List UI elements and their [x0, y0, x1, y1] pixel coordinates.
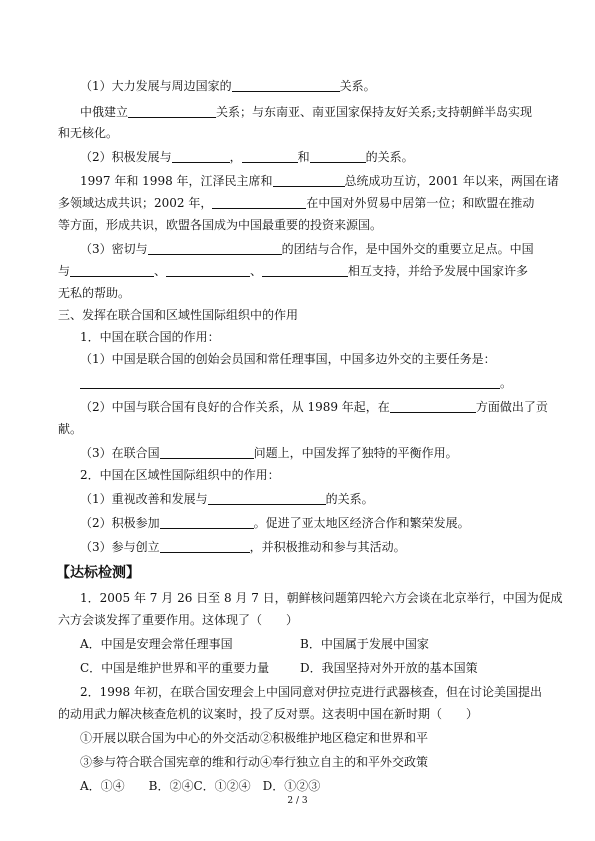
text: 献。	[58, 422, 83, 436]
text: （2）中国与联合国有良好的合作关系，从 1989 年起，在	[80, 400, 390, 414]
text-line	[80, 445, 540, 461]
fill-blank[interactable]	[80, 376, 500, 389]
text: 、	[154, 264, 167, 278]
question-1-stem: 1．2005 年 7 月 26 日至 8 月 7 日，朝鲜核问题第四轮六方会谈在北京举行，中国为促成	[80, 591, 563, 605]
text: 关系；与东南亚、南亚国家保持友好关系;支持朝鲜半岛实现	[216, 105, 533, 119]
text: （3）在联合国	[80, 446, 160, 460]
fill-blank[interactable]	[208, 492, 326, 505]
fill-blank[interactable]	[232, 79, 340, 92]
text-line	[58, 285, 538, 301]
text: （1）中国是联合国的创始会员国和常任理事国，中国多边外交的主要任务是：	[80, 352, 496, 366]
text: （2）积极参加	[80, 516, 160, 530]
fill-blank[interactable]	[70, 264, 154, 277]
text-line	[80, 491, 540, 507]
text-line	[80, 399, 548, 415]
subsection-heading	[80, 329, 540, 345]
text: 的团结与合作，是中国外交的重要立足点。中国	[281, 242, 534, 256]
question-1-stem-cont: 六方会谈发挥了重要作用。这体现了（ ）	[58, 613, 299, 627]
text: 总统成功互访，2001 年以来，两国在诸	[344, 174, 559, 188]
text-line	[80, 515, 540, 531]
text: （1）重视改善和发展与	[80, 492, 208, 506]
text: ，并积极推动和参与其活动。	[249, 540, 406, 554]
text-line	[80, 351, 540, 367]
fill-blank[interactable]	[310, 150, 366, 163]
text: 的关系。	[325, 492, 374, 506]
text: ，	[229, 150, 242, 164]
text: 相互支持，并给予发展中国家许多	[348, 264, 529, 278]
text: 等方面，形成共识，欧盟各国成为中国最重要的投资来源国。	[58, 218, 383, 232]
text-line	[58, 263, 538, 279]
text-line	[80, 241, 540, 257]
text: 问题上，中国发挥了独特的平衡作用。	[253, 446, 458, 460]
text-line	[80, 78, 540, 94]
fill-blank[interactable]	[273, 174, 345, 187]
text-line	[58, 421, 538, 437]
text-line	[80, 104, 540, 120]
text: 和	[297, 150, 310, 164]
text-line	[58, 217, 538, 233]
page-number: 2 / 3	[287, 796, 308, 806]
text: 多领域达成共识；2002 年，	[58, 196, 213, 210]
fill-blank[interactable]	[166, 264, 250, 277]
fill-blank[interactable]	[172, 150, 230, 163]
text: 三、发挥在联合国和区域性国际组织中的作用	[58, 308, 299, 322]
text: 。	[500, 376, 513, 390]
text-line	[58, 125, 538, 141]
text: 2．中国在区域性国际组织中的作用：	[80, 468, 280, 482]
question-2-stem-cont: 的动用武力解决核查危机的议案时，投了反对票。这表明中国在新时期（ ）	[58, 707, 479, 721]
text: 无私的帮助。	[58, 286, 131, 300]
text: （2）积极发展与	[80, 150, 172, 164]
option-c[interactable]: C．中国是维护世界和平的重要力量	[80, 661, 270, 675]
text: 和无核化。	[58, 126, 119, 140]
question-2-stem: 2．1998 年初，在联合国安理会上中国同意对伊拉克进行武器核查，但在讨论美国提出	[80, 685, 542, 699]
text: 中俄建立	[80, 105, 129, 119]
text: 的关系。	[365, 150, 414, 164]
text-line	[58, 195, 538, 211]
text: （3）参与创立	[80, 540, 160, 554]
fill-blank[interactable]	[160, 446, 254, 459]
text-line	[80, 173, 559, 189]
fill-blank[interactable]	[262, 264, 348, 277]
text: 、	[250, 264, 263, 278]
fill-blank[interactable]	[160, 516, 254, 529]
text: 与	[58, 264, 71, 278]
question-2-choices-line-1: ①开展以联合国为中心的外交活动②积极维护地区稳定和世界和平	[80, 731, 429, 745]
text: 1997 年和 1998 年，江泽民主席和	[80, 174, 273, 188]
text: 1．中国在联合国的作用：	[80, 330, 220, 344]
fill-blank[interactable]	[148, 242, 282, 255]
text: 。促进了亚太地区经济合作和繁荣发展。	[253, 516, 470, 530]
question-2-choices-line-2: ③参与符合联合国宪章的维和行动④奉行独立自主的和平外交政策	[80, 755, 429, 769]
text: 关系。	[339, 79, 376, 93]
fill-blank[interactable]	[390, 400, 476, 413]
option-a[interactable]: A．中国是安理会常任理事国	[80, 637, 233, 651]
fill-blank[interactable]	[212, 196, 306, 209]
text: 在中国对外贸易中居第一位；和欧盟在推动	[306, 196, 535, 210]
text-line	[80, 375, 540, 391]
text-line	[80, 539, 540, 555]
question-2-options[interactable]: A．①④ B．②④C．①②④ D．①②③	[80, 779, 321, 793]
section-heading	[58, 307, 538, 323]
option-b[interactable]: B．中国属于发展中国家	[300, 637, 429, 651]
subsection-heading	[80, 467, 540, 483]
section-title: 【达标检测】	[56, 565, 140, 581]
option-d[interactable]: D．我国坚持对外开放的基本国策	[300, 661, 478, 675]
fill-blank[interactable]	[242, 150, 298, 163]
fill-blank[interactable]	[128, 105, 216, 118]
text-line	[80, 149, 540, 165]
text: 方面做出了贡	[475, 400, 548, 414]
text: （3）密切与	[80, 242, 148, 256]
fill-blank[interactable]	[160, 540, 250, 553]
text: （1）大力发展与周边国家的	[80, 79, 232, 93]
